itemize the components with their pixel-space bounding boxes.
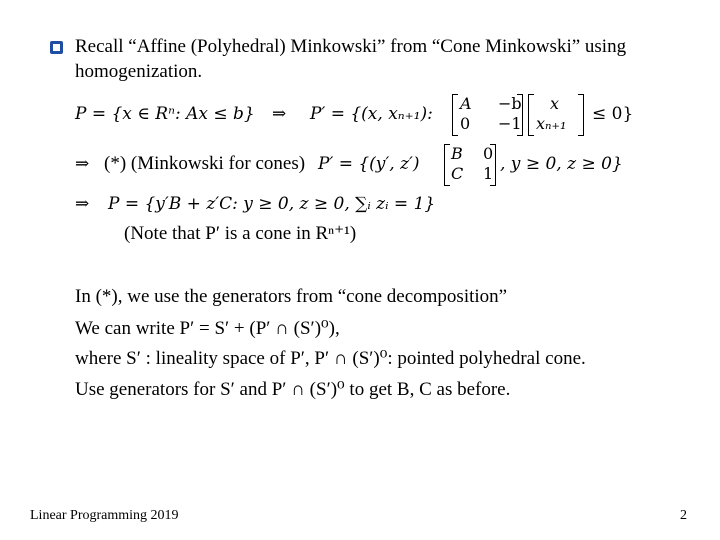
eq2-text: (*) (Minkowski for cones)	[104, 153, 306, 174]
eq2-suffix: , y ≥ 0, z ≥ 0}	[500, 154, 623, 174]
eq2-prefix: P′ = {(y′, z′)	[318, 154, 420, 174]
eq1-vector-bracket-left	[528, 94, 534, 136]
eq2-arrow: ⇒	[75, 154, 90, 174]
eq2-m21: C	[451, 164, 464, 183]
eq1-matrix-bracket-right	[517, 94, 523, 136]
para-line-3: where S′ : lineality space of P′, P′ ∩ (S′)⁰: pointed polyhedral cone.	[75, 348, 586, 369]
cone-note: (Note that P′ is a cone in Rⁿ⁺¹)	[124, 223, 357, 244]
eq1-v2: xₙ₊₁	[536, 114, 567, 133]
eq1-m12: −b	[498, 94, 522, 113]
para-line-2: We can write P′ = S′ + (P′ ∩ (S′)⁰),	[75, 318, 340, 339]
eq1-suffix: ≤ 0}	[592, 104, 634, 124]
eq3-arrow: ⇒	[75, 194, 90, 214]
eq1-m21: 0	[460, 114, 471, 133]
eq2-m22: 1	[483, 164, 494, 183]
eq2-m12: 0	[483, 144, 494, 163]
eq1-arrow: ⇒	[272, 104, 287, 124]
eq2-matrix-bracket-right	[490, 144, 496, 186]
eq2-m11: B	[451, 144, 463, 163]
footer-course-title: Linear Programming 2019	[30, 508, 179, 523]
bullet-checkbox-icon	[50, 41, 63, 54]
eq1-vector-bracket-right	[578, 94, 584, 136]
eq1-m11: A	[460, 94, 472, 113]
page-number: 2	[680, 508, 687, 523]
eq2-matrix-bracket-left	[444, 144, 450, 186]
eq1-matrix-bracket-left	[452, 94, 458, 136]
eq1-v1: x	[550, 94, 560, 113]
para-line-4: Use generators for S′ and P′ ∩ (S′)⁰ to get B, C as before.	[75, 379, 511, 400]
bullet-line-2: homogenization.	[75, 61, 203, 82]
eq1-left: P = {x ∈ Rⁿ: Ax ≤ b}	[75, 104, 255, 124]
bullet-line-1: Recall “Affine (Polyhedral) Minkowski” from “Cone Minkowski” using	[75, 36, 627, 57]
para-line-1: In (*), we use the generators from “cone decomposition”	[75, 286, 508, 307]
eq3-text: P = {y′B + z′C: y ≥ 0, z ≥ 0, ∑ᵢ zᵢ = 1}	[108, 194, 436, 214]
eq1-prefix: P′ = {(x, xₙ₊₁):	[310, 104, 433, 124]
eq1-m22: −1	[498, 114, 522, 133]
